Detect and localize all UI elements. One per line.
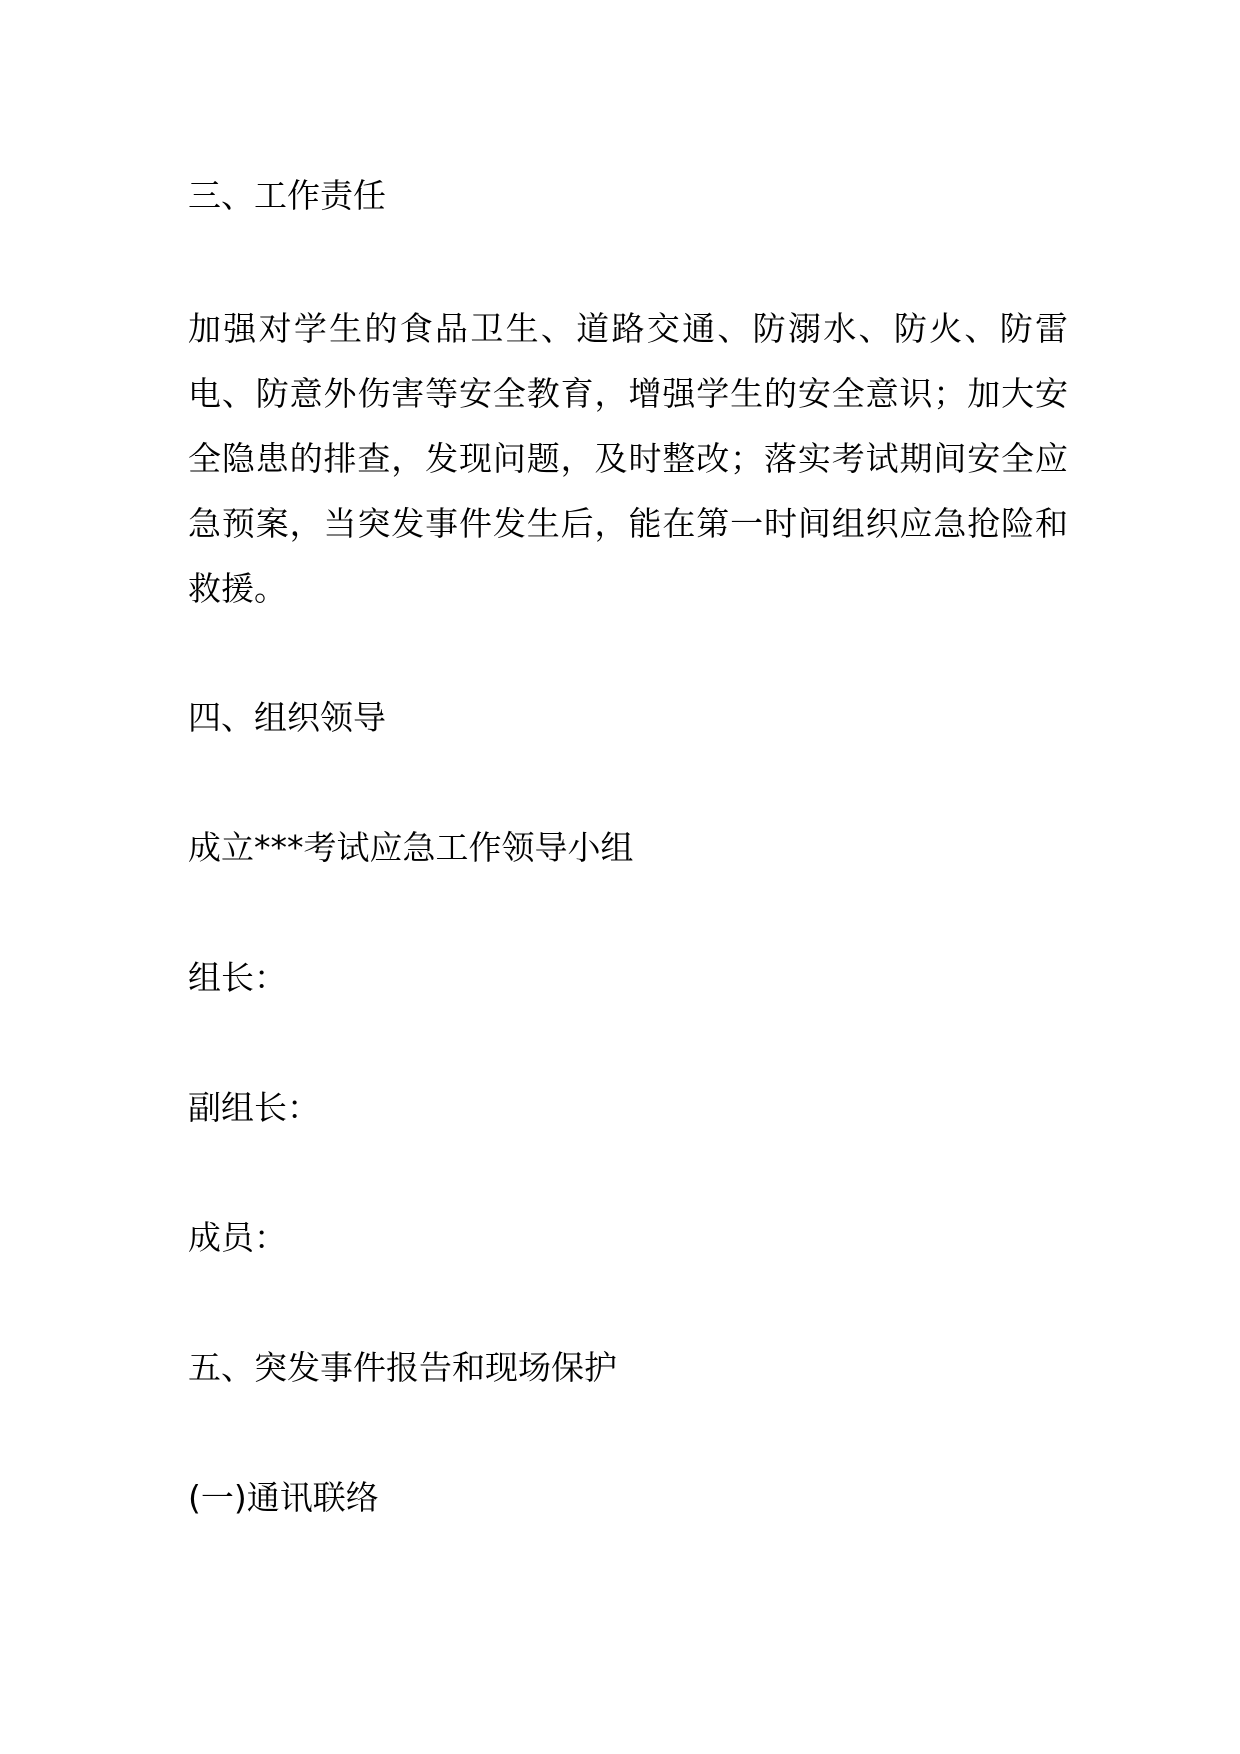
deputy-leader-label: 副组长： [188, 1088, 320, 1127]
members-label: 成员： [188, 1218, 287, 1257]
section-3-heading: 三、工作责任 [188, 176, 386, 215]
subsection-1-heading: (一)通讯联络 [188, 1478, 379, 1517]
section-3-body: 加强对学生的食品卫生、道路交通、防溺水、防火、防雷电、防意外伤害等安全教育，增强学生的安全意识；加大安全隐患的排查，发现问题，及时整改；落实考试期间安全应急预案，当突发事件发生后，能在第一时间组织应急抢险和救援。 [188, 309, 1068, 608]
section-4-heading: 四、组织领导 [188, 698, 386, 737]
leader-label: 组长： [188, 958, 287, 997]
group-established-text: 成立***考试应急工作领导小组 [188, 828, 634, 867]
section-5-heading: 五、突发事件报告和现场保护 [188, 1348, 617, 1387]
